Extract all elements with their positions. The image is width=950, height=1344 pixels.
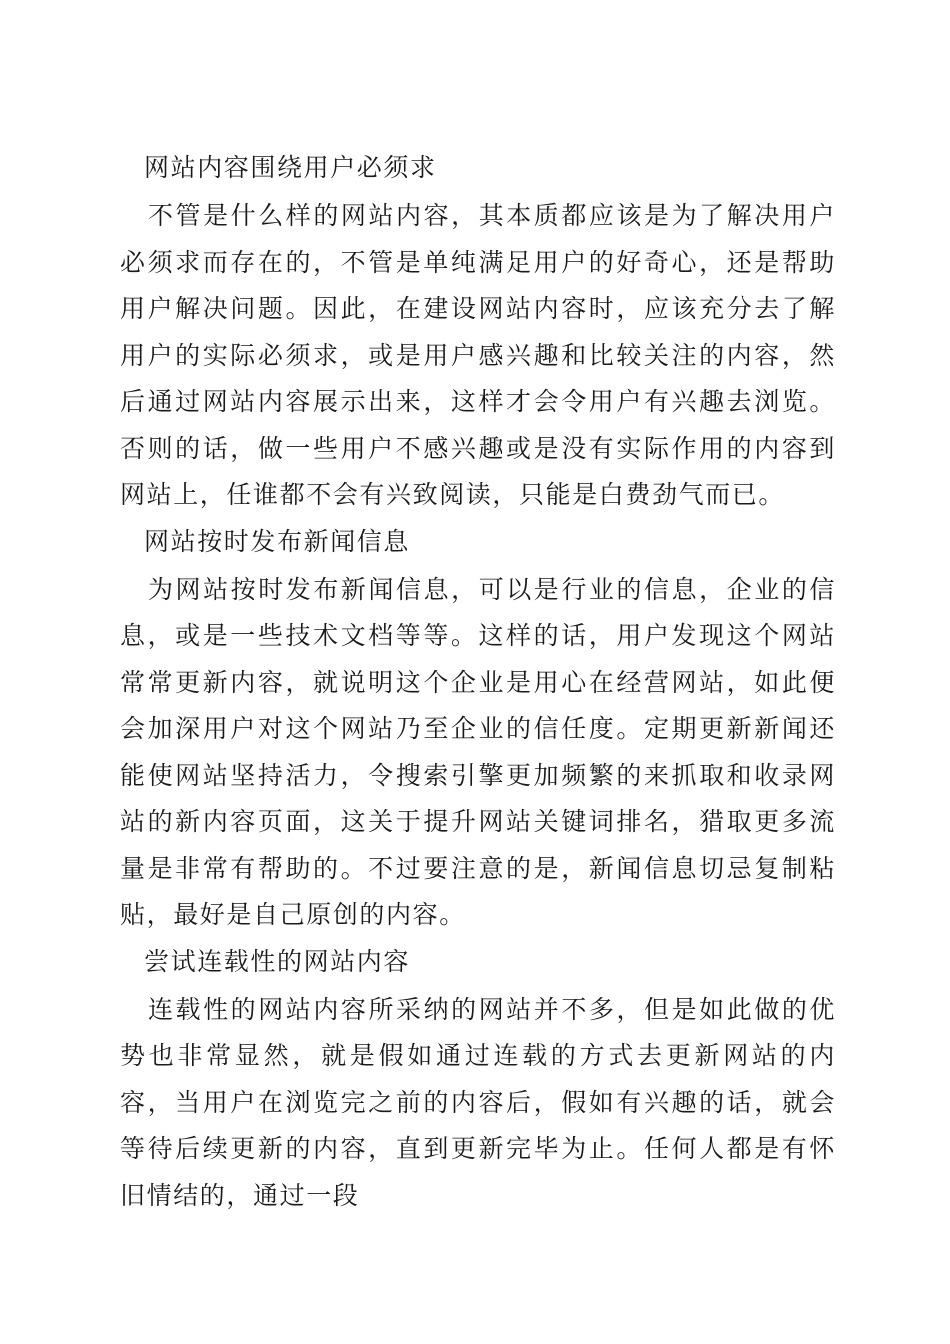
section-heading-user-needs: 网站内容围绕用户必须求 [144, 153, 437, 182]
section-paragraph-user-needs: 不管是什么样的网站内容，其本质都应该是为了解决用户必须求而存在的，不管是单纯满足用户的好奇心，还是帮助用户解决问题。因此，在建设网站内容时，应该充分去了解用户的实际必须求，或是用户感兴趣和比较关注的内容，然后通过网站内容展示出来，这样才会令用户有兴趣去浏览。否则的话，做一些用户不感兴趣或是没有实际作用的内容到网站上，任谁都不会有兴致阅读，只能是白费劲气而已。 [120, 201, 836, 509]
section-paragraph-news-publishing: 为网站按时发布新闻信息，可以是行业的信息，企业的信息，或是一些技术文档等等。这样的话，用户发现这个网站常常更新内容，就说明这个企业是用心在经营网站，如此便会加深用户对这个网站乃至企业的信任度。定期更新新闻还能使网站坚持活力，令搜索引擎更加频繁的来抓取和收录网站的新内容页面，这关于提升网站关键词排名，猎取更多流量是非常有帮助的。不过要注意的是，新闻信息切忌复制粘贴，最好是自己原创的内容。 [120, 574, 836, 929]
section-heading-serialized-content: 尝试连载性的网站内容 [144, 946, 411, 976]
document-body [120, 145, 836, 1219]
section-heading-news-publishing: 网站按时发布新闻信息 [144, 526, 411, 556]
section-paragraph-serialized-content: 连载性的网站内容所采纳的网站并不多，但是如此做的优势也非常显然，就是假如通过连载的方式去更新网站的内容，当用户在浏览完之前的内容后，假如有兴趣的话，就会等待后续更新的内容，直到更新完毕为止。任何人都是有怀旧情结的，通过一段 [120, 994, 836, 1210]
